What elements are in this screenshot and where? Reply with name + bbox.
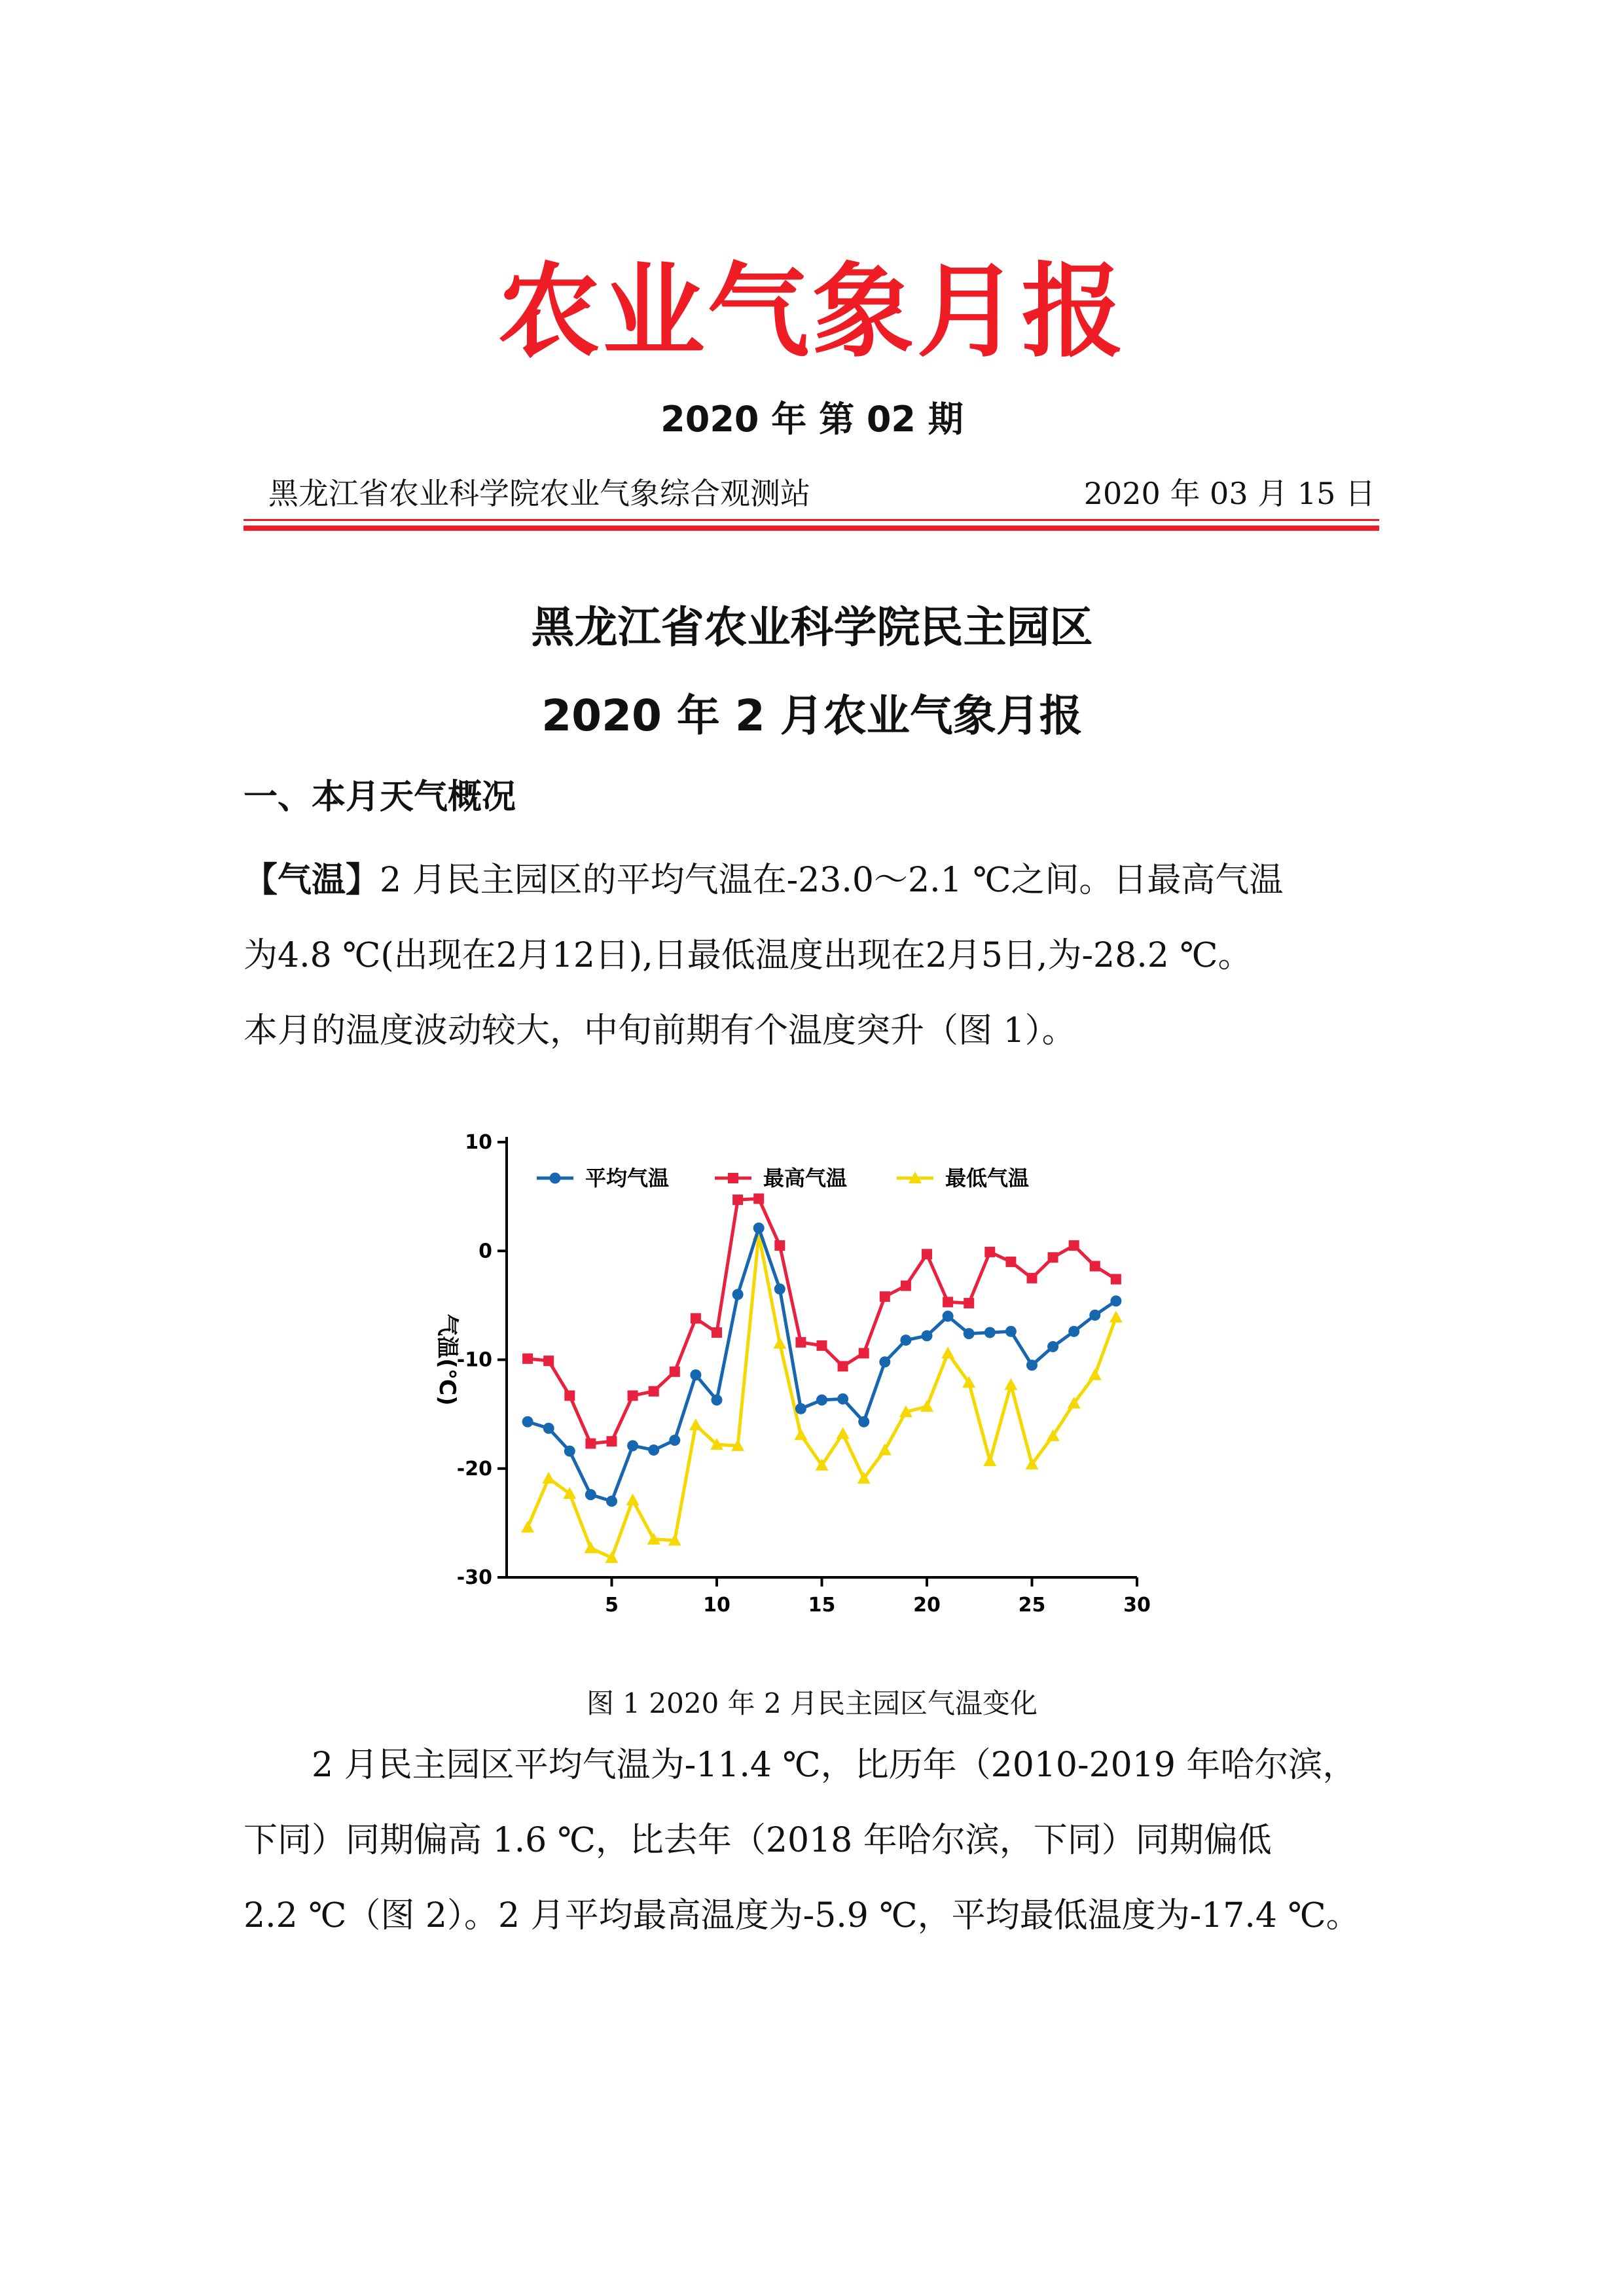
legend-marker: [728, 1173, 738, 1183]
data-point: [606, 1496, 617, 1507]
data-point: [1069, 1240, 1079, 1251]
data-point: [922, 1330, 933, 1341]
temperature-chart: [406, 1116, 1191, 1640]
y-axis-label: 气温(℃): [434, 1314, 460, 1406]
data-point: [983, 1454, 996, 1466]
header-rule-thick: [244, 526, 1379, 531]
legend-label: 平均气温: [585, 1166, 670, 1191]
data-point: [941, 1347, 954, 1359]
data-point: [753, 1223, 765, 1234]
data-point: [922, 1249, 932, 1259]
data-point: [1026, 1359, 1038, 1371]
data-point: [984, 1327, 996, 1338]
data-point: [838, 1361, 848, 1371]
figure-caption: 图 1 2020 年 2 月民主园区气温变化: [586, 1687, 1038, 1719]
temperature-paragraph-line1: [244, 843, 1382, 918]
data-point: [669, 1435, 680, 1446]
data-point: [817, 1340, 827, 1351]
data-point: [626, 1494, 640, 1505]
data-point: [943, 1297, 953, 1307]
data-point: [920, 1400, 933, 1412]
data-point: [984, 1247, 995, 1257]
data-point: [794, 1428, 807, 1440]
data-point: [543, 1423, 554, 1434]
legend-label: 最高气温: [763, 1166, 848, 1191]
y-tick-label: -20: [456, 1457, 492, 1480]
data-point: [522, 1354, 533, 1364]
data-point: [542, 1472, 555, 1484]
x-tick-label: 10: [703, 1594, 731, 1617]
data-point: [1089, 1369, 1102, 1380]
average-paragraph-line2: 下同）同期偏高 1.6 ℃，比去年（2018 年哈尔滨，下同）同期偏低: [244, 1821, 1272, 1860]
temperature-paragraph-line2: 为4.8 ℃(出现在2月12日),日最低温度出现在2月5日,为-28.2 ℃。: [244, 936, 1252, 975]
data-point: [900, 1335, 911, 1346]
data-point: [1068, 1326, 1079, 1337]
data-point: [521, 1521, 534, 1533]
data-point: [816, 1395, 827, 1406]
series-line: [528, 1198, 1116, 1443]
data-point: [753, 1193, 764, 1204]
y-tick-label: -30: [456, 1566, 492, 1589]
publisher-name: 黑龙江省农业科学院农业气象综合观测站: [268, 476, 810, 511]
data-point: [564, 1446, 575, 1457]
data-point: [1005, 1326, 1017, 1337]
average-paragraph-line3: 2.2 ℃（图 2）。2 月平均最高温度为-5.9 ℃，平均最低温度为-17.4 ℃。: [244, 1896, 1360, 1935]
data-point: [607, 1436, 617, 1446]
data-point: [732, 1194, 743, 1205]
legend-marker: [550, 1173, 561, 1184]
data-point: [859, 1348, 869, 1359]
data-point: [837, 1427, 850, 1439]
data-point: [627, 1440, 638, 1451]
data-point: [964, 1328, 975, 1339]
data-point: [1090, 1261, 1100, 1272]
data-point: [964, 1298, 974, 1308]
average-temperature-paragraph: [244, 1728, 1382, 1954]
temperature-paragraph-line3: 本月的温度波动较大，中旬前期有个温度突升（图 1）。: [244, 1011, 1076, 1050]
legend-label: 最低气温: [945, 1166, 1030, 1191]
x-tick-label: 5: [605, 1594, 619, 1617]
data-point: [773, 1337, 786, 1349]
data-point: [774, 1240, 785, 1251]
y-tick-label: -10: [456, 1348, 492, 1372]
data-point: [774, 1283, 785, 1295]
x-tick-label: 25: [1018, 1594, 1046, 1617]
data-point: [879, 1356, 890, 1367]
data-point: [649, 1386, 659, 1397]
data-point: [712, 1395, 723, 1406]
data-point: [943, 1311, 954, 1322]
data-point: [837, 1393, 848, 1405]
data-point: [585, 1489, 596, 1500]
data-point: [712, 1327, 722, 1338]
data-point: [628, 1390, 638, 1401]
issue-number: 2020 年 第 02 期: [660, 399, 964, 440]
data-point: [1110, 1311, 1123, 1323]
report-title-line1: 黑龙江省农业科学院民主园区: [531, 602, 1093, 653]
section-heading-weather: 一、本月天气概况: [244, 778, 516, 817]
temperature-lead: 【气温】: [244, 861, 380, 900]
x-tick-label: 30: [1123, 1594, 1151, 1617]
temperature-text-1: 2 月民主园区的平均气温在-23.0～2.1 ℃之间。日最高气温: [380, 861, 1284, 900]
temperature-paragraph: [244, 843, 1382, 1069]
data-point: [543, 1355, 554, 1366]
data-point: [584, 1541, 597, 1553]
data-point: [585, 1439, 596, 1449]
x-tick-label: 15: [808, 1594, 836, 1617]
y-tick-label: 0: [478, 1240, 492, 1263]
y-tick-label: 10: [465, 1131, 492, 1154]
x-tick-label: 20: [913, 1594, 941, 1617]
data-point: [1005, 1257, 1016, 1267]
data-point: [1047, 1341, 1058, 1352]
data-point: [901, 1280, 911, 1291]
masthead-title: 农业气象月报: [497, 252, 1127, 371]
data-point: [689, 1418, 702, 1430]
data-point: [690, 1369, 701, 1380]
data-point: [1110, 1295, 1121, 1306]
data-point: [691, 1313, 701, 1323]
data-point: [880, 1291, 890, 1302]
average-paragraph-line1: 2 月民主园区平均气温为-11.4 ℃，比历年（2010-2019 年哈尔滨，: [244, 1746, 1357, 1785]
data-point: [732, 1289, 744, 1300]
data-point: [1004, 1378, 1017, 1390]
data-point: [1089, 1310, 1100, 1321]
data-point: [648, 1444, 659, 1456]
data-point: [795, 1403, 806, 1414]
report-title-line2: 2020 年 2 月农业气象月报: [541, 691, 1083, 741]
data-point: [858, 1416, 869, 1427]
data-point: [564, 1390, 575, 1401]
data-point: [670, 1367, 680, 1377]
data-point: [795, 1337, 806, 1348]
publish-date: 2020 年 03 月 15 日: [1083, 476, 1375, 511]
data-point: [1027, 1273, 1038, 1283]
data-point: [878, 1443, 892, 1455]
data-point: [522, 1416, 533, 1427]
data-point: [1111, 1274, 1121, 1284]
header-rule-thin: [244, 519, 1379, 521]
data-point: [1048, 1252, 1058, 1263]
